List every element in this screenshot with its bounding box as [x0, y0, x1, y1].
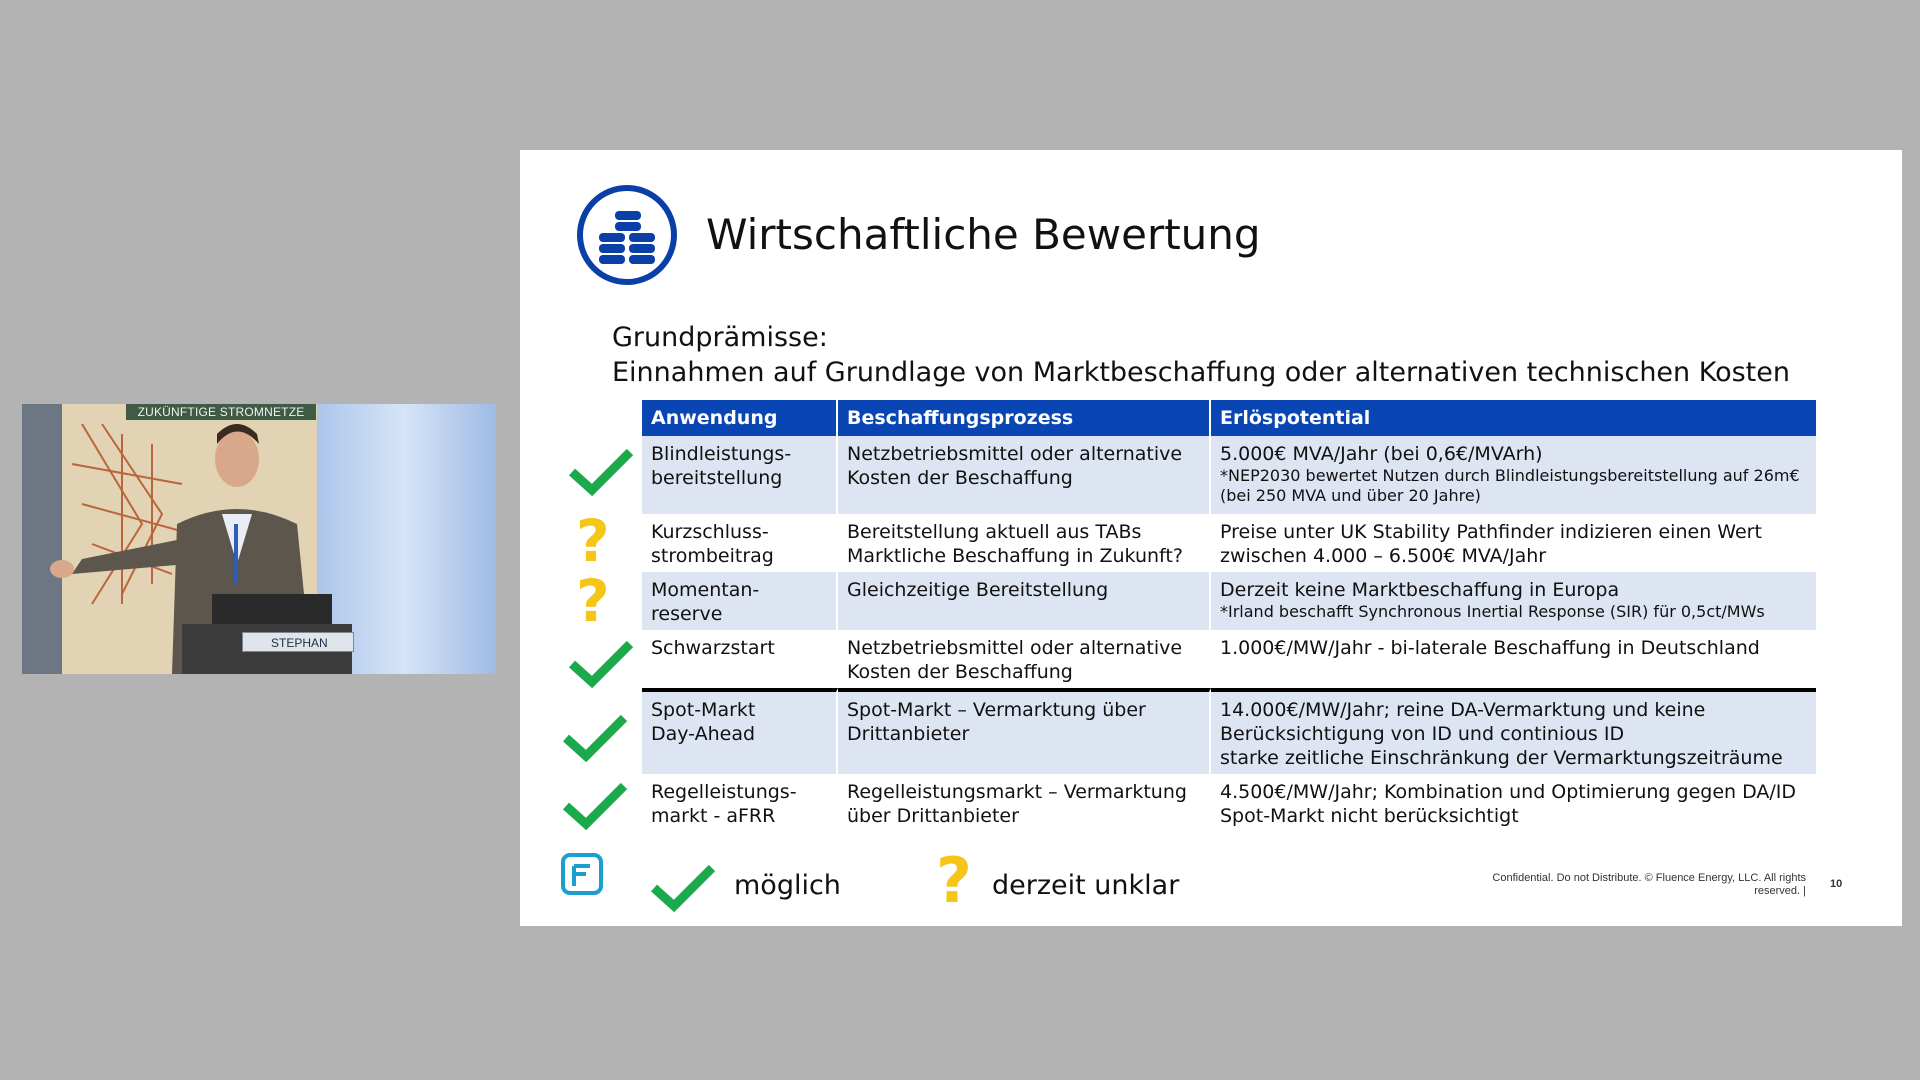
cell-footnote: *Irland beschafft Synchronous Inertial Response (SIR) für 0,5ct/MWs [1220, 602, 1765, 621]
page-number: 10 [1830, 878, 1843, 890]
cell-line: Day-Ahead [651, 723, 756, 745]
cell-line: Kosten der Beschaffung [847, 661, 1073, 683]
cell-revenue [1211, 436, 1816, 514]
table-row [642, 572, 1816, 630]
cell-line: starke zeitliche Einschränkung der Vermarktungszeiträume [1220, 747, 1783, 769]
cell-procurement [838, 630, 1211, 688]
premise-description: Einnahmen auf Grundlage von Marktbeschaffung oder alternativen technischen Kosten [612, 357, 1790, 388]
cell-line: zwischen 4.000 – 6.500€ MVA/Jahr [1220, 545, 1547, 567]
cell-line: Momentan- [651, 579, 760, 601]
confidential-line: reserved. | [1754, 885, 1806, 897]
table-row [642, 688, 1816, 774]
premise-heading: Grundprämisse: [612, 322, 828, 353]
cell-procurement [838, 436, 1211, 514]
check-icon [568, 638, 634, 692]
check-icon [568, 446, 634, 500]
cell-line: Netzbetriebsmittel oder alternative [847, 443, 1183, 465]
confidential-notice [1490, 872, 1806, 898]
confidential-line: Confidential. Do not Distribute. © Fluence Energy, LLC. All rights [1492, 872, 1806, 884]
cell-line: Spot-Markt – Vermarktung über [847, 699, 1146, 721]
cell-line: Gleichzeitige Bereitstellung [847, 579, 1109, 601]
slide-title: Wirtschaftliche Bewertung [706, 210, 1261, 259]
cell-line: Spot-Markt [651, 699, 756, 721]
cell-line: reserve [651, 603, 723, 625]
cell-line: über Drittanbieter [847, 805, 1019, 827]
legend-question-icon: ? [936, 844, 972, 917]
speaker-nameplate: STEPHAN [242, 632, 354, 652]
check-icon [562, 780, 628, 834]
cell-line: strombeitrag [651, 545, 774, 567]
presentation-slide [520, 150, 1902, 926]
cell-procurement [838, 688, 1211, 774]
cell-revenue [1211, 688, 1816, 774]
question-mark-icon: ? [576, 567, 610, 635]
cell-line: Bereitstellung aktuell aus TABs [847, 521, 1142, 543]
cell-application [642, 688, 838, 774]
header-procurement: Beschaffungsprozess [838, 400, 1211, 436]
cell-line: Schwarzstart [651, 637, 775, 659]
video-banner: ZUKÜNFTIGE STROMNETZE [126, 404, 316, 420]
coin-stack-icon [575, 183, 679, 287]
cell-line: 1.000€/MW/Jahr - bi-laterale Beschaffung in Deutschland [1220, 637, 1760, 659]
legend-check-icon [650, 862, 716, 916]
cell-application [642, 572, 838, 630]
evaluation-table [642, 400, 1816, 832]
cell-line: Preise unter UK Stability Pathfinder indizieren einen Wert [1220, 521, 1762, 543]
speaker-video [22, 404, 496, 674]
cell-line: bereitstellung [651, 467, 783, 489]
cell-procurement [838, 774, 1211, 832]
cell-line: Marktliche Beschaffung in Zukunft? [847, 545, 1183, 567]
cell-line: Berücksichtigung von ID und continious ID [1220, 723, 1625, 745]
cell-revenue [1211, 774, 1816, 832]
table-row [642, 514, 1816, 572]
cell-line: 14.000€/MW/Jahr; reine DA-Vermarktung und keine [1220, 699, 1706, 721]
cell-line: Netzbetriebsmittel oder alternative [847, 637, 1183, 659]
table-row [642, 774, 1816, 832]
question-mark-icon: ? [576, 507, 610, 575]
cell-line: Regelleistungs- [651, 781, 797, 803]
cell-line: 5.000€ MVA/Jahr (bei 0,6€/MVArh) [1220, 443, 1543, 465]
cell-line: Blindleistungs- [651, 443, 792, 465]
premise-text [612, 320, 1790, 390]
cell-footnote: *NEP2030 bewertet Nutzen durch Blindleistungsbereitstellung auf 26m€ [1220, 466, 1800, 485]
cell-line: Derzeit keine Marktbeschaffung in Europa [1220, 579, 1620, 601]
cell-procurement [838, 514, 1211, 572]
cell-revenue [1211, 572, 1816, 630]
legend-possible-label: möglich [734, 870, 841, 901]
cell-application [642, 514, 838, 572]
cell-line: Regelleistungsmarkt – Vermarktung [847, 781, 1187, 803]
cell-line: Kurzschluss- [651, 521, 769, 543]
cell-revenue [1211, 514, 1816, 572]
cell-procurement [838, 572, 1211, 630]
cell-line: Spot-Markt nicht berücksichtigt [1220, 805, 1519, 827]
cell-revenue [1211, 630, 1816, 688]
cell-line: 4.500€/MW/Jahr; Kombination und Optimierung gegen DA/ID [1220, 781, 1797, 803]
cell-application [642, 774, 838, 832]
cell-line: Kosten der Beschaffung [847, 467, 1073, 489]
cell-line: markt - aFRR [651, 805, 776, 827]
table-row [642, 630, 1816, 688]
check-icon [562, 712, 628, 766]
legend-unclear-label: derzeit unklar [992, 870, 1180, 901]
table-row [642, 436, 1816, 514]
cell-footnote: (bei 250 MVA und über 20 Jahre) [1220, 486, 1481, 505]
header-application: Anwendung [642, 400, 838, 436]
cell-line: Drittanbieter [847, 723, 970, 745]
cell-application [642, 630, 838, 688]
company-logo-icon [560, 852, 604, 896]
table-header-row [642, 400, 1816, 436]
header-revenue: Erlöspotential [1211, 400, 1816, 436]
cell-application [642, 436, 838, 514]
